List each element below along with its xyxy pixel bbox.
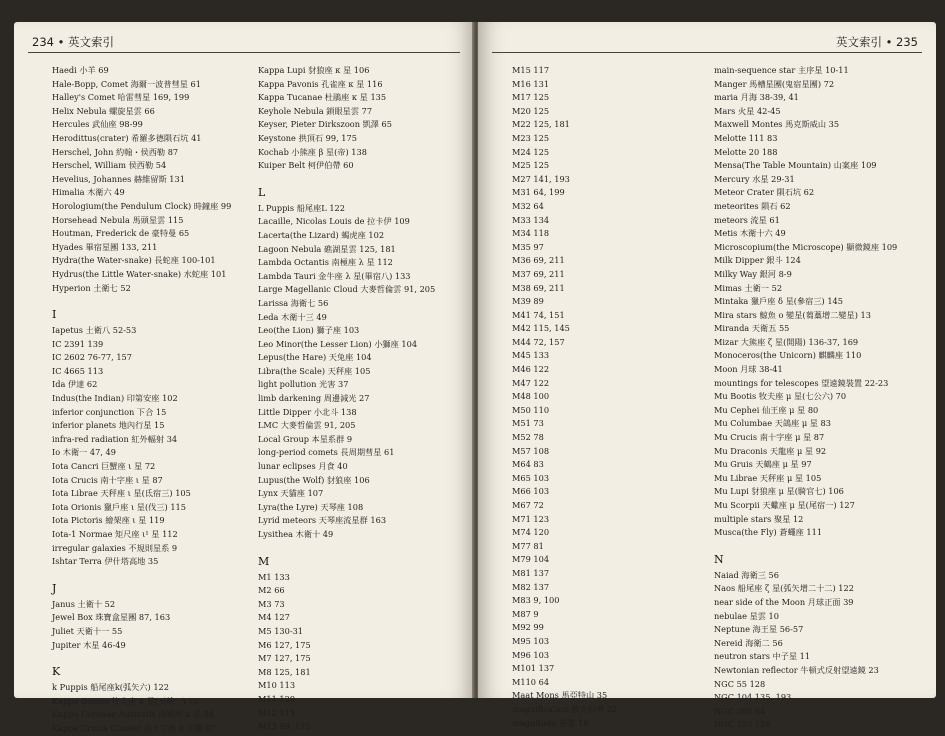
index-entry: Mercury 水星 29-31 [714, 173, 795, 184]
header-rule [28, 52, 460, 53]
index-entry: M92 99 [512, 622, 544, 633]
index-entry: Leo(the Lion) 獅子座 103 [258, 325, 360, 336]
index-entry: NGC 253 128 [714, 719, 771, 730]
index-column [714, 64, 914, 732]
index-entry: Little Dipper 小北斗 138 [258, 406, 357, 417]
index-entry: Jupiter 木星 46-49 [52, 639, 126, 650]
index-entry: Hyperion 土衛七 52 [52, 282, 131, 293]
index-entry: M96 103 [512, 649, 550, 660]
index-entry: Kappa Coronae Australis 南冕座 κ 星 84 [52, 709, 215, 720]
index-entry: M16 131 [512, 78, 550, 89]
index-entry: M64 83 [512, 459, 544, 470]
index-entry: M36 69, 211 [512, 255, 565, 266]
index-entry: Mu Crucis 南十字座 μ 星 87 [714, 432, 825, 443]
index-entry: M12 113 [258, 707, 296, 718]
index-entry: M46 122 [512, 364, 550, 375]
index-entry: Mu Scorpii 天蠍座 μ 星(尾宿一) 127 [714, 500, 855, 510]
index-entry: M41 74, 151 [512, 309, 565, 320]
index-entry: M6 127, 175 [258, 639, 311, 650]
index-entry: Iota Orionis 獵戶座 ι 星(伐三) 115 [52, 501, 186, 512]
index-entry: Helix Nebula 螺旋星雲 66 [52, 105, 155, 116]
index-entry: Kappa Crucis Cluster 南十字座 κ 星團 87 [52, 722, 216, 733]
index-entry: M4 127 [258, 612, 290, 623]
index-entry: M66 103 [512, 486, 550, 497]
index-entry: M20 125 [512, 105, 550, 116]
index-entry: multiple stars 聚星 12 [714, 513, 804, 524]
index-entry: Indus(the Indian) 印第安座 102 [52, 393, 178, 404]
index-entry: M13 99, 175 [258, 721, 311, 732]
index-entry: M23 125 [512, 132, 550, 143]
index-entry: Lambda Tauri 金牛座 λ 星(畢宿八) 133 [258, 270, 411, 281]
index-entry: Herschel, William 侯西勒 54 [52, 160, 167, 171]
index-entry: Newtonian reflector 牛頓式反射望遠鏡 23 [714, 664, 879, 675]
index-entry: Local Group 本星系群 9 [258, 433, 353, 444]
index-entry: Kuiper Belt 柯伊伯帶 60 [258, 160, 354, 171]
index-entry: Mimas 土衛一 52 [714, 282, 783, 293]
index-entry: Io 木衛一 47, 49 [52, 447, 116, 458]
index-letter-heading: K [52, 665, 61, 679]
index-entry: long-period comets 長周期彗星 61 [258, 447, 395, 458]
index-entry: irregular galaxies 不規則星系 9 [52, 542, 178, 553]
index-entry: M8 125, 181 [258, 666, 311, 677]
index-entry: Mars 火星 42-45 [714, 105, 781, 116]
index-entry: NGC 205 64 [714, 705, 766, 716]
index-entry: M17 125 [512, 92, 550, 103]
index-entry: main-sequence star 主序星 10-11 [714, 65, 849, 75]
index-entry: M33 134 [512, 214, 550, 225]
index-entry: M3 73 [258, 598, 285, 609]
index-entry: Mu Bootis 牧夫座 μ 星(七公六) 70 [714, 391, 847, 402]
left-page [14, 22, 474, 733]
index-entry: LMC 大麥哲倫雲 91, 205 [258, 420, 356, 431]
index-entry: Milk Dipper 銀斗 124 [714, 255, 801, 266]
index-entry: M11 129 [258, 693, 296, 704]
index-entry: infra-red radiation 紅外輻射 34 [52, 433, 178, 444]
index-entry: Naiad 海衛三 56 [714, 569, 779, 580]
index-entry: Keyser, Pieter Dirkszoon 凱澤 65 [258, 119, 392, 130]
index-entry: maria 月海 38-39, 41 [714, 92, 799, 103]
index-entry: Hercules 武仙座 98-99 [52, 119, 143, 130]
index-entry: Leda 木衛十三 49 [258, 311, 327, 322]
index-entry: M45 133 [512, 350, 550, 361]
index-entry: Maat Mons 馬亞特山 35 [512, 690, 608, 701]
index-entry: Mintaka 獵戶座 δ 星(參宿三) 145 [714, 296, 843, 307]
index-entry: Horologium(the Pendulum Clock) 時鐘座 99 [52, 200, 232, 211]
index-entry: M31 64, 199 [512, 187, 565, 198]
index-entry: Halley's Comet 哈雷彗星 169, 199 [52, 92, 190, 103]
index-entry: near side of the Moon 月球正面 39 [714, 596, 854, 607]
index-entry: Miranda 天衛五 55 [714, 323, 790, 334]
index-entry: Iapetus 土衛八 52-53 [52, 325, 137, 336]
index-entry: Keyhole Nebula 鎖眼星雲 77 [258, 105, 373, 116]
index-entry: Iota Cancri 巨蟹座 ι 星 72 [52, 461, 156, 472]
index-entry: Nereid 海衛二 56 [714, 637, 783, 648]
index-entry: M57 108 [512, 445, 550, 456]
index-entry: Ida 伊達 62 [52, 379, 98, 390]
index-entry: meteorites 隕石 62 [714, 200, 791, 211]
index-entry: Metis 木衛十六 49 [714, 228, 786, 239]
index-entry: M52 78 [512, 432, 544, 443]
index-entry: M81 137 [512, 567, 550, 578]
index-entry: M87 9 [512, 608, 539, 619]
index-entry: Haedi 小羊 69 [52, 65, 109, 75]
index-entry: Mu Columbae 天鴿座 μ 星 83 [714, 418, 831, 429]
index-entry: M42 115, 145 [512, 323, 570, 334]
index-entry: Jewel Box 珠寶盒星團 87, 163 [52, 612, 171, 623]
index-entry: Herschel, John 約翰・侯西勒 87 [52, 146, 179, 157]
index-entry: Iota Crucis 南十字座 ι 星 87 [52, 474, 163, 485]
index-letter-heading: I [52, 308, 57, 322]
right-page-header: 英文索引 • 235 [835, 35, 918, 49]
index-entry: Lynx 天貓座 107 [258, 488, 324, 499]
right-page [478, 22, 936, 730]
index-entry: M65 103 [512, 472, 550, 483]
index-entry: M35 97 [512, 241, 544, 252]
index-entry: Herodittus(crater) 希羅多德隕石坑 41 [52, 132, 202, 143]
index-entry: L Puppis 船尾座L 122 [258, 202, 345, 213]
index-entry: M10 113 [258, 680, 296, 691]
index-entry: Musca(the Fly) 蒼蠅座 111 [714, 527, 823, 538]
index-entry: Lagoon Nebula 礁湖星雲 125, 181 [258, 243, 396, 254]
index-entry: IC 2391 139 [52, 338, 104, 349]
index-entry: M74 120 [512, 527, 550, 538]
index-entry: Maxwell Montes 馬克斯威山 35 [714, 119, 840, 130]
index-entry: M79 104 [512, 554, 550, 565]
index-entry: NGC 104 135, 193 [714, 692, 792, 703]
index-entry: Himalia 木衛六 49 [52, 187, 125, 198]
index-entry: Juliet 天衛十一 55 [52, 625, 123, 636]
index-entry: M67 72 [512, 500, 544, 510]
index-entry: IC 4665 113 [52, 365, 104, 376]
index-entry: Microscopium(the Microscope) 顯微鏡座 109 [714, 241, 898, 252]
index-entry: Iota Pictoris 繪架座 ι 星 119 [52, 515, 165, 526]
index-entry: Hydrus(the Little Water-snake) 水蛇座 101 [52, 268, 227, 279]
index-entry: M32 64 [512, 200, 544, 211]
index-entry: M24 125 [512, 146, 550, 157]
index-entry: Mu Gruis 天鶴座 μ 星 97 [714, 459, 812, 470]
index-entry: M82 137 [512, 581, 550, 592]
index-entry: Kappa Tucanae 杜鵑座 κ 星 135 [258, 92, 387, 103]
index-entry: Mira stars 鯨魚 ο 變星(蒭藁增二變星) 13 [714, 309, 871, 320]
index-entry: Mu Draconis 天龍座 μ 星 92 [714, 445, 827, 456]
index-entry: M48 100 [512, 391, 550, 402]
index-entry: Mu Cephei 仙王座 μ 星 80 [714, 404, 819, 415]
index-entry: Meteor Crater 隕石坑 62 [714, 187, 815, 198]
index-entry: Lambda Octantis 南極座 λ 星 112 [258, 257, 393, 268]
index-entry: M47 122 [512, 377, 550, 388]
index-entry: Libra(the Scale) 天秤座 105 [258, 365, 371, 376]
index-entry: Ishtar Terra 伊什塔高地 35 [52, 556, 159, 567]
index-entry: M37 69, 211 [512, 268, 565, 279]
index-entry: Lupus(the Wolf) 豺狼座 106 [258, 474, 370, 485]
index-entry: Mu Lupi 豺狼座 μ 星(騎官七) 106 [714, 486, 844, 497]
index-entry: Keystone 拱頂石 99, 175 [258, 132, 357, 143]
index-entry: Mizar 大熊座 ζ 星(開陽) 136-37, 169 [714, 336, 859, 347]
index-entry: M2 66 [258, 585, 285, 596]
index-entry: Hyades 畢宿星團 133, 211 [52, 241, 158, 252]
index-entry: Lyrid meteors 天琴座流星群 163 [258, 515, 387, 526]
index-column [258, 64, 458, 734]
index-entry: Hydra(the Water-snake) 長蛇座 100-101 [52, 255, 216, 266]
index-entry: Lacerta(the Lizard) 蝎虎座 102 [258, 229, 385, 240]
index-entry: M7 127, 175 [258, 653, 311, 664]
index-entry: M101 137 [512, 663, 555, 674]
index-entry: Kochab 小熊座 β 星(帝) 138 [258, 146, 367, 157]
index-entry: Kappa Bootes 牧夫座 κ 星(天槍一) 70 [52, 695, 199, 706]
index-entry: Janus 土衛十 52 [52, 598, 116, 609]
left-page-header: 234 • 英文索引 [32, 35, 115, 49]
index-entry: neutron stars 中子星 11 [714, 651, 811, 662]
index-letter-heading: M [258, 554, 270, 568]
index-entry: IC 2602 76-77, 157 [52, 352, 132, 363]
index-entry: Iota-1 Normae 矩尺座 ι¹ 星 112 [52, 529, 178, 539]
index-entry: Naos 船尾座 ζ 星(弧矢增二十二) 122 [714, 583, 854, 594]
index-entry: Kappa Lupi 豺狼座 κ 星 106 [258, 65, 370, 75]
index-entry: nebulae 星雲 10 [714, 610, 779, 621]
index-entry: M110 64 [512, 676, 550, 687]
index-entry: limb darkening 周邊減光 27 [258, 393, 370, 404]
index-entry: M25 125 [512, 160, 550, 171]
index-entry: Hevelius, Johannes 赫維留斯 131 [52, 173, 185, 184]
index-entry: Moon 月球 38-41 [714, 364, 783, 375]
index-letter-heading: J [52, 581, 57, 595]
index-entry: k Puppis 船尾座k(弧矢六) 122 [52, 682, 169, 693]
index-entry: Lacaille, Nicolas Louis de 拉卡伊 109 [258, 216, 410, 227]
index-entry: M27 141, 193 [512, 173, 570, 184]
index-entry: Neptune 海王星 56-57 [714, 624, 804, 635]
index-entry: Houtman, Frederick de 豪特曼 65 [52, 228, 190, 239]
index-column [52, 64, 252, 736]
index-entry: Lyra(the Lyre) 天琴座 108 [258, 501, 364, 512]
index-entry: Lysithea 木衛十 49 [258, 529, 334, 539]
index-entry: light pollution 光害 37 [258, 379, 349, 390]
index-entry: Kappa Pavonis 孔雀座 κ 星 116 [258, 78, 383, 89]
index-entry: NGC 55 128 [714, 678, 766, 689]
index-entry: Milky Way 銀河 8-9 [714, 268, 792, 279]
index-entry: M50 110 [512, 404, 550, 415]
header-rule [492, 52, 922, 53]
index-entry: Hale-Bopp, Comet 海爾一波普彗星 61 [52, 78, 201, 89]
index-entry: M22 125, 181 [512, 119, 570, 130]
index-entry: M71 123 [512, 513, 550, 524]
index-entry: Leo Minor(the Lesser Lion) 小獅座 104 [258, 338, 418, 349]
index-entry: lunar eclipses 月食 40 [258, 461, 348, 472]
index-entry: inferior planets 地內行星 15 [52, 420, 165, 431]
index-entry: M34 118 [512, 228, 550, 239]
index-entry: M1 133 [258, 571, 290, 582]
index-entry: M44 72, 157 [512, 336, 565, 347]
index-entry: Larissa 海衛七 56 [258, 297, 329, 308]
index-entry: meteors 流星 61 [714, 214, 780, 225]
index-entry: M5 130-31 [258, 625, 304, 636]
index-letter-heading: L [258, 185, 266, 199]
index-entry: M95 103 [512, 635, 550, 646]
index-entry: magnitude 星等 18 [512, 717, 589, 728]
index-entry: M83 9, 100 [512, 595, 560, 606]
index-entry: Monoceros(the Unicorn) 麒麟座 110 [714, 350, 862, 361]
index-entry: Mensa(The Table Mountain) 山案座 109 [714, 160, 877, 171]
index-entry: Large Magellanic Cloud 大麥哲倫雲 91, 205 [258, 284, 436, 295]
index-entry: M39 89 [512, 296, 544, 307]
index-letter-heading: N [714, 552, 724, 566]
index-entry: Horsehead Nebula 馬頭星雲 115 [52, 214, 184, 225]
index-entry: Iota Librae 天秤座 ι 星(氐宿三) 105 [52, 488, 191, 499]
index-entry: Mu Librae 天秤座 μ 星 105 [714, 472, 822, 483]
index-entry: Manger 馬槽星團(鬼宿星團) 72 [714, 78, 835, 89]
index-entry: inferior conjunction 下合 15 [52, 406, 167, 417]
index-entry: Melotte 111 83 [714, 132, 778, 143]
index-column [512, 64, 712, 730]
index-entry: M15 117 [512, 65, 550, 75]
index-entry: Melotte 20 188 [714, 146, 778, 157]
index-entry: mountings for telescopes 望遠鏡裝置 22-23 [714, 377, 889, 388]
index-entry: magnification 放大倍率 22 [512, 703, 618, 714]
index-entry: M51 73 [512, 418, 544, 429]
index-entry: M77 81 [512, 540, 544, 551]
index-entry: Lepus(the Hare) 天兔座 104 [258, 352, 372, 363]
index-entry: M38 69, 211 [512, 282, 565, 293]
